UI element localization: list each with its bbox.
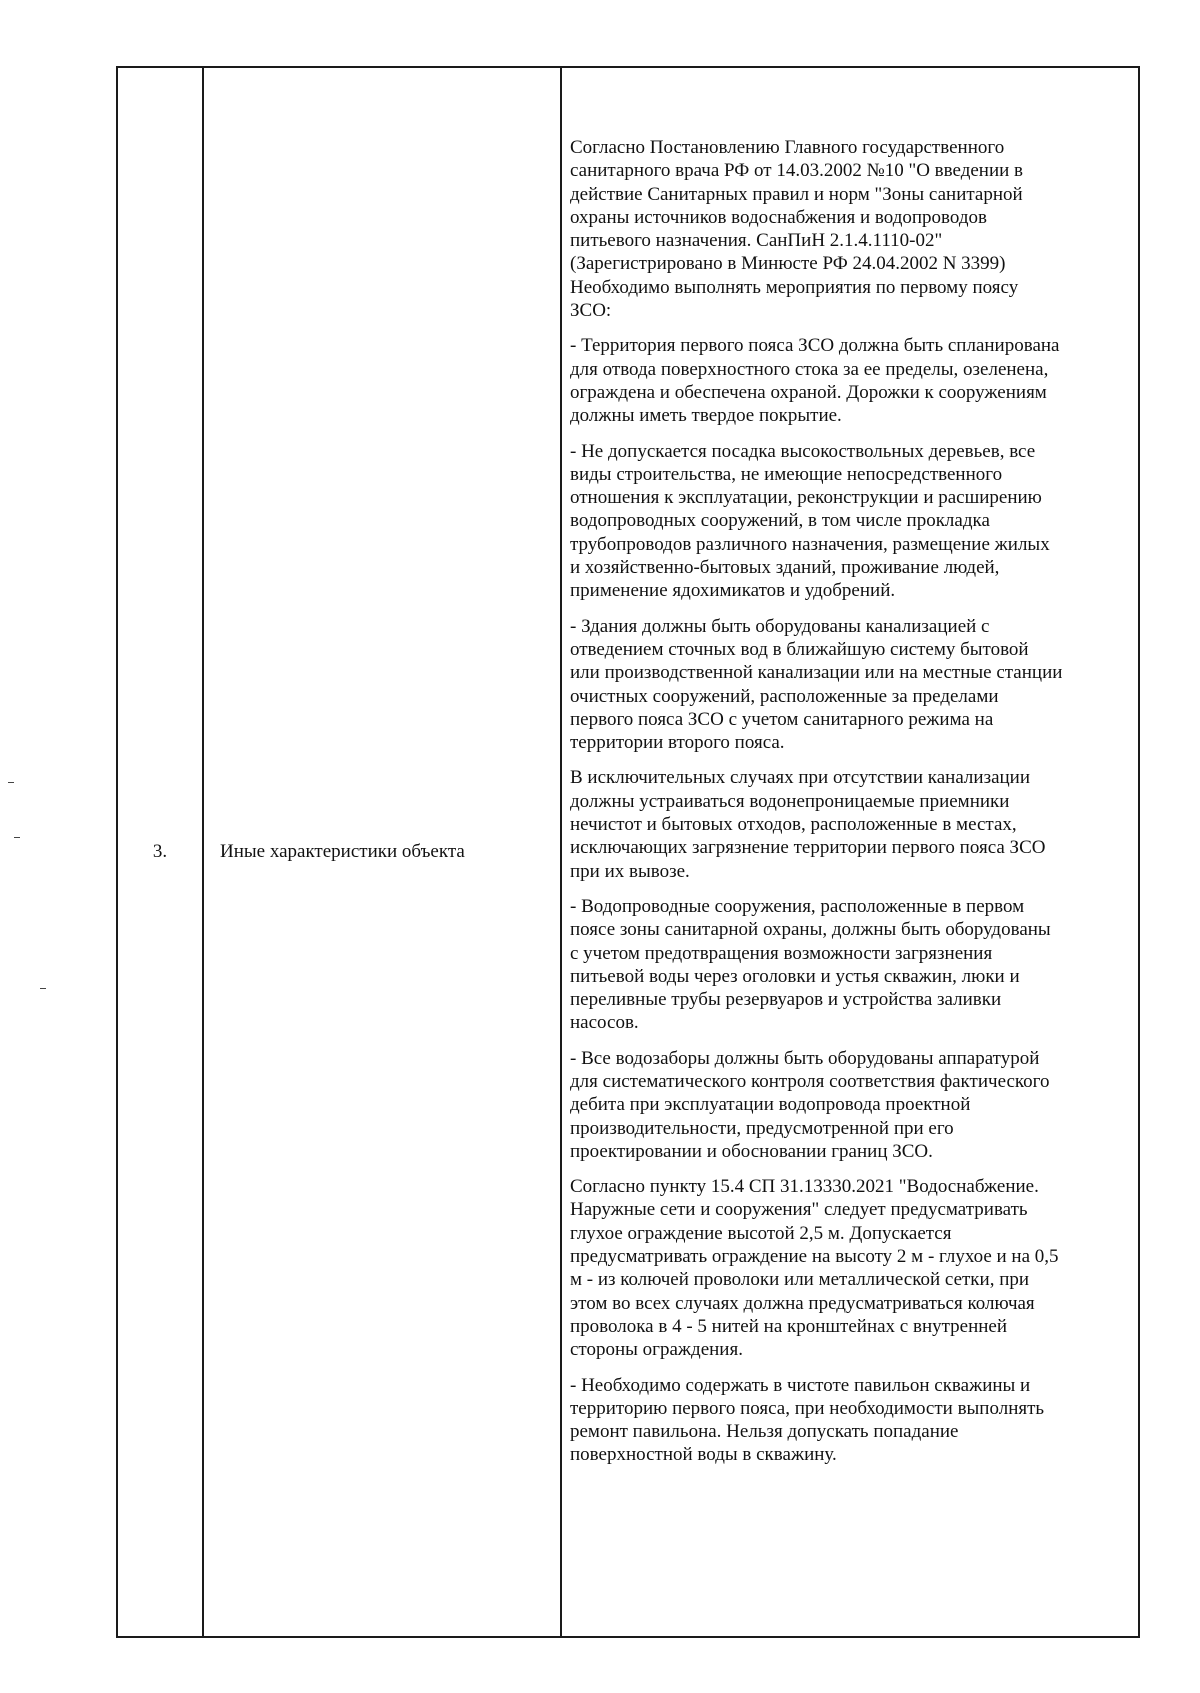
content-paragraph: Согласно пункту 15.4 СП 31.13330.2021 "Водоснабжение. Наружные сети и сооружения" следует предусматривать глухое ограждение высотой 2,5 м. Допускается предусматривать ограждение на высоту 2 м - глухое и на 0,5 м - из колючей проволоки или металлической сетки, при этом во всех случаях должна предусматриваться колючая проволока в 4 - 5 нитей на кронштейнах с внутренней стороны ограждения. <box>570 1176 1059 1361</box>
content-paragraph: В исключительных случаях при отсутствии канализации должны устраиваться водонепроницаемые приемники нечистот и бытовых отходов, расположенные в местах, исключающих загрязнение территории первого пояса ЗСО при их вывозе. <box>570 767 1046 882</box>
content-paragraph: - Территория первого пояса ЗСО должна быть спланирована для отвода поверхностного стока за ее пределы, озеленена, ограждена и обеспечена охраной. Дорожки к сооружениям должны иметь твердое покрытие. <box>570 335 1060 427</box>
content-paragraph: - Все водозаборы должны быть оборудованы аппаратурой для систематического контроля соответствия фактического дебита при эксплуатации водопровода проектной производительности, предусмотренной при его проектировании и обосновании границ ЗСО. <box>570 1047 1050 1162</box>
row-content-cell <box>562 136 1140 1479</box>
row-number: 3. <box>152 841 168 862</box>
content-paragraph: - Необходимо содержать в чистоте павильон скважины и территорию первого пояса, при необходимости выполнять ремонт павильона. Нельзя допускать попадание поверхностной воды в скважину. <box>570 1374 1045 1466</box>
margin-mark <box>8 782 14 783</box>
characteristics-table <box>116 66 1140 1638</box>
content-paragraph: Согласно Постановлению Главного государственного санитарного врача РФ от 14.03.2002 №10 "О введении в действие Санитарных правил и норм "Зоны санитарной охраны источников водоснабжения и водопроводов питьевого назначения. СанПиН 2.1.4.1110-02" (Зарегистрировано в Минюсте РФ 24.04.2002 N 3399) Необходимо выполнять мероприятия по первому поясу ЗСО: <box>570 137 1024 322</box>
margin-mark <box>14 837 20 838</box>
row-number-cell <box>118 68 202 1636</box>
content-paragraph: - Не допускается посадка высокоствольных деревьев, все виды строительства, не имеющие непосредственного отношения к эксплуатации, реконструкции и расширению водопроводных сооружений, в том числе прокладка трубопроводов различного назначения, размещение жилых и хозяйственно-бытовых зданий, проживание людей, применение ядохимикатов и удобрений. <box>570 440 1050 602</box>
content-paragraph: - Водопроводные сооружения, расположенные в первом поясе зоны санитарной охраны, должны быть оборудованы с учетом предотвращения возможности загрязнения питьевой воды через оголовки и устья скважин, люки и переливные трубы резервуаров и устройства заливки насосов. <box>570 895 1051 1034</box>
margin-mark <box>40 988 46 989</box>
row-name: Иные характеристики объекта <box>220 841 465 862</box>
row-name-cell <box>204 68 560 1636</box>
content-paragraph: - Здания должны быть оборудованы канализацией с отведением сточных вод в ближайшую систему бытовой или производственной канализации или на местные станции очистных сооружений, расположенные за пределами первого пояса ЗСО с учетом санитарного режима на территории второго пояса. <box>570 615 1063 754</box>
